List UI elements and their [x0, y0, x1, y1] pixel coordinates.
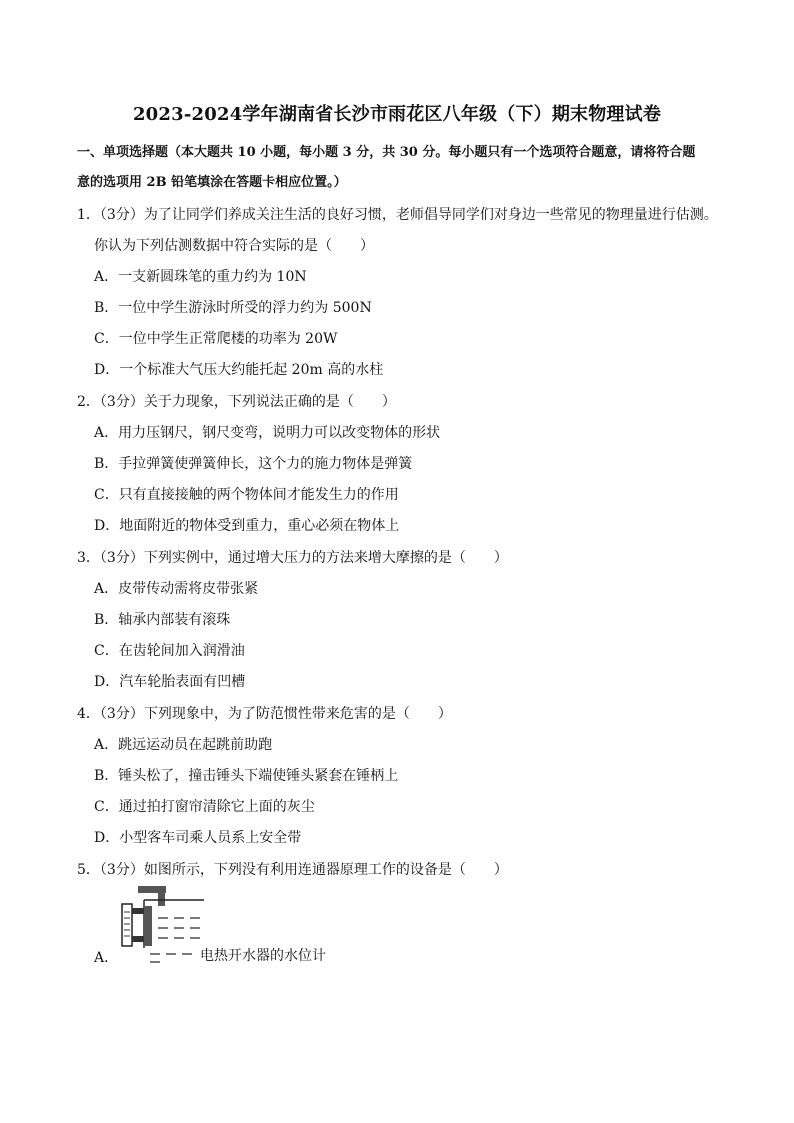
question-2-option-b: B．手拉弹簧使弹簧伸长，这个力的施力物体是弹簧: [94, 456, 413, 472]
section-heading-line2: 意的选项用 2B 铅笔填涂在答题卡相应位置。）: [77, 175, 347, 190]
question-3-option-b: B．轴承内部装有滚珠: [94, 612, 231, 628]
question-4-option-c: C．通过拍打窗帘清除它上面的灰尘: [94, 799, 315, 815]
question-4-option-a: A．跳远运动员在起跳前助跑: [94, 737, 273, 753]
question-1-stem: 1．（3分）为了让同学们养成关注生活的良好习惯，老师倡导同学们对身边一些常见的物理量进行估测。: [77, 207, 718, 223]
question-3-option-d: D．汽车轮胎表面有凹槽: [94, 674, 246, 690]
question-3-option-a: A．皮带传动需将皮带张紧: [94, 581, 259, 597]
question-5-stem: 5．（3分）如图所示，下列没有利用连通器原理工作的设备是（ ）: [77, 862, 508, 878]
question-1-option-b: B．一位中学生游泳时所受的浮力约为 500N: [94, 300, 372, 316]
question-2-option-c: C．只有直接接触的两个物体间才能发生力的作用: [94, 487, 399, 503]
question-4-stem: 4．（3分）下列现象中，为了防范惯性带来危害的是（ ）: [77, 706, 452, 722]
question-2-option-d: D．地面附近的物体受到重力，重心必须在物体上: [94, 518, 400, 534]
question-2-option-a: A．用力压钢尺，钢尺变弯，说明力可以改变物体的形状: [94, 425, 441, 441]
question-3-stem: 3．（3分）下列实例中，通过增大压力的方法来增大摩擦的是（ ）: [77, 550, 508, 566]
question-3-option-c: C．在齿轮间加入润滑油: [94, 643, 245, 659]
water-heater-level-gauge-icon: [114, 882, 206, 966]
question-5-option-a-label: A．: [94, 950, 119, 966]
question-1-option-a: A．一支新圆珠笔的重力约为 10N: [94, 269, 307, 285]
question-4-option-d: D．小型客车司乘人员系上安全带: [94, 830, 302, 846]
question-1-option-d: D．一个标准大气压大约能托起 20m 高的水柱: [94, 362, 384, 378]
page-title: 2023-2024学年湖南省长沙市雨花区八年级（下）期末物理试卷: [132, 104, 662, 125]
section-heading-line1: 一、单项选择题（本大题共 10 小题，每小题 3 分，共 30 分。每小题只有一个选项符合题意，请将符合题: [77, 145, 696, 160]
question-4-option-b: B．锤头松了，撞击锤头下端使锤头紧套在锤柄上: [94, 768, 399, 784]
question-1-option-c: C．一位中学生正常爬楼的功率为 20W: [94, 331, 338, 347]
question-5-option-a-caption: 电热开水器的水位计: [200, 948, 326, 964]
question-1-stem-cont: 你认为下列估测数据中符合实际的是（ ）: [94, 238, 374, 254]
question-2-stem: 2．（3分）关于力现象，下列说法正确的是（ ）: [77, 394, 396, 410]
